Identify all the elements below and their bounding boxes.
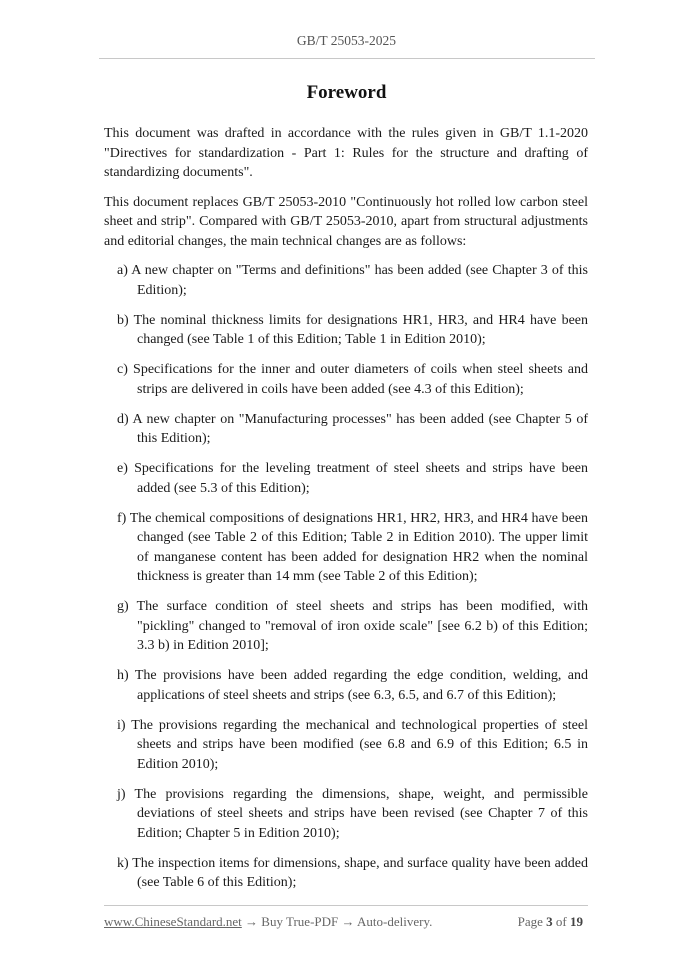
list-item: [117, 666, 588, 705]
item-text: The nominal thickness limits for designations HR1, HR3, and HR4 have been changed (see Table 1 of this Edition; Table 1 in Edition 2010);: [133, 312, 588, 347]
auto-delivery-text: Auto-delivery.: [357, 914, 433, 929]
intro-paragraph: This document was drafted in accordance with the rules given in GB/T 1.1-2020 "Directives for standardization - Part 1: Rules for the structure and drafting of standardizing documents".: [104, 126, 588, 180]
item-label: c): [117, 362, 128, 377]
list-item: [117, 785, 588, 844]
item-label: h): [117, 668, 129, 683]
item-label: j): [117, 786, 126, 802]
running-header: GB/T 25053-2025: [296, 33, 397, 48]
list-item: [117, 311, 588, 350]
item-label: d): [117, 411, 129, 427]
buy-pdf-text: Buy True-PDF: [261, 914, 339, 929]
page-number: [518, 914, 583, 930]
arrow-right-icon: →: [341, 914, 355, 929]
item-label: a): [117, 263, 128, 278]
item-text: The provisions regarding the dimensions, shape, weight, and permissible deviations of steel sheets and strips have been revised (see Chapter 7 of this Edition; Chapter 5 in Edition 2010);: [134, 786, 588, 841]
item-text: Specifications for the inner and outer diameters of coils when steel sheets and strips are delivered in coils have been added (see 4.3 of this Edition);: [133, 362, 589, 397]
list-item: [117, 854, 588, 893]
item-text: The chemical compositions of designations HR1, HR2, HR3, and HR4 have been changed (see Table 2 of this Edition; Table 2 in Edition 2010). The upper limit of manganese content has been added for designation HR2 when the nominal thickness is greater than 14 mm (see Table 2 of this Edition);: [129, 510, 589, 584]
document-body: [104, 124, 588, 903]
list-item: [117, 509, 588, 587]
footer-promo: [104, 914, 432, 930]
item-text: The surface condition of steel sheets and strips has been modified, with "pickling" changed to "removal of iron oxide scale" [see 6.2 b) of this Edition; 3.3 b) in Edition 2010];: [136, 599, 589, 653]
item-text: A new chapter on "Manufacturing processes" has been added (see Chapter 5 of this Edition);: [132, 411, 588, 446]
item-text: The provisions regarding the mechanical and technological properties of steel sheets and strips have been modified (see 6.8 and 6.9 of this Edition; 6.5 in Edition 2010);: [131, 717, 589, 772]
list-item: [117, 360, 588, 399]
footer-divider: [104, 905, 588, 906]
item-text: The inspection items for dimensions, shape, and surface quality have been added (see Table 6 of this Edition);: [132, 855, 588, 890]
list-item: [117, 597, 588, 656]
page-label: Page: [517, 914, 543, 929]
changes-list: [117, 261, 588, 893]
list-item: [117, 716, 588, 775]
item-text: A new chapter on "Terms and definitions" has been added (see Chapter 3 of this Edition);: [131, 263, 588, 298]
item-label: e): [117, 461, 128, 476]
item-label: f): [117, 510, 127, 526]
list-item: [117, 410, 588, 449]
item-text: The provisions have been added regarding the edge condition, welding, and applications of steel sheets and strips (see 6.3, 6.5, and 6.7 of this Edition);: [134, 668, 588, 703]
replacement-paragraph: This document replaces GB/T 25053-2010 "Continuously hot rolled low carbon steel sheet and strip". Compared with GB/T 25053-2010, apart from structural adjustments and editorial changes, the main technical changes are as follows:: [104, 194, 588, 249]
item-label: g): [117, 599, 129, 614]
header-divider: [99, 58, 595, 59]
list-item: [117, 459, 588, 498]
item-label: b): [117, 312, 129, 328]
page-of-label: of: [555, 914, 567, 929]
list-item: [117, 261, 588, 300]
website-link[interactable]: www.ChineseStandard.net: [104, 914, 242, 929]
arrow-right-icon: →: [245, 914, 259, 929]
item-label: k): [117, 855, 129, 871]
page-title: Foreword: [306, 82, 387, 103]
item-label: i): [117, 717, 126, 733]
current-page: 3: [546, 914, 553, 929]
item-text: Specifications for the leveling treatment of steel sheets and strips have been added (see 5.3 of this Edition);: [134, 461, 589, 496]
total-pages: 19: [570, 914, 583, 929]
